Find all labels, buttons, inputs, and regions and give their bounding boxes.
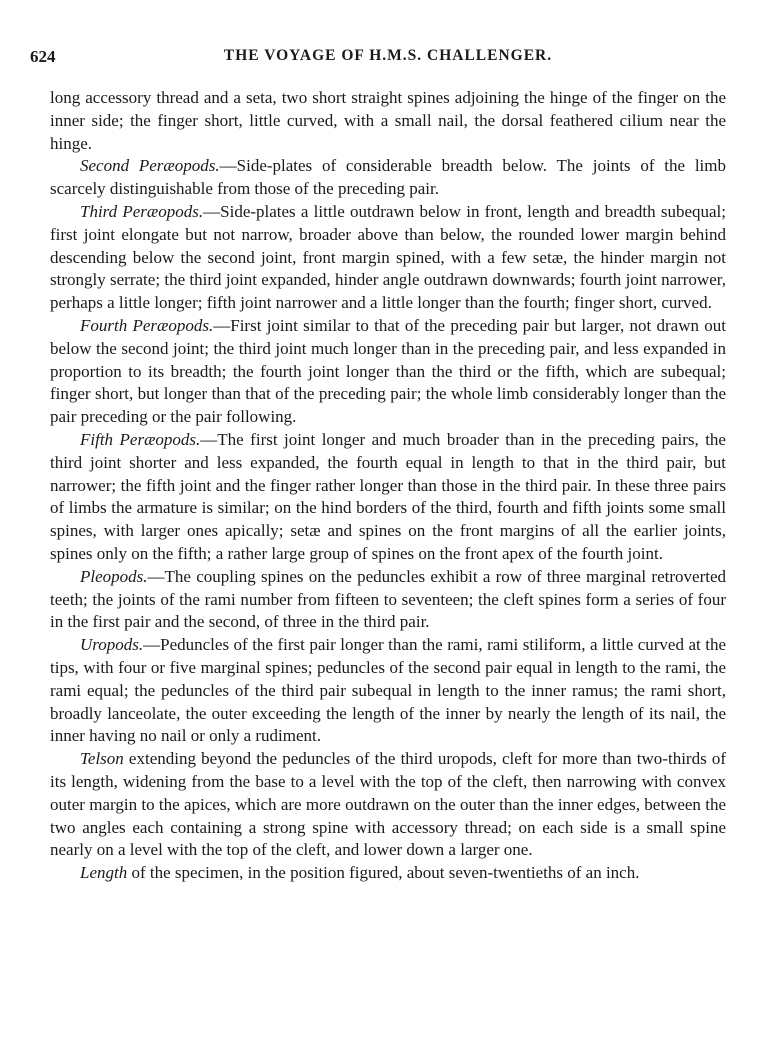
paragraph-fifth-peraeopods (50, 429, 726, 566)
paragraph-third-peraeopods (50, 201, 726, 315)
paragraph-text: long accessory thread and a seta, two short straight spines adjoining the hinge of the finger on the inner side; the finger short, little curved, with a small nail, the dorsal feathered cilium near the hinge. (50, 88, 726, 153)
section-lead: Fifth Peræopods. (80, 429, 201, 449)
running-title: THE VOYAGE OF H.M.S. CHALLENGER. (223, 47, 553, 64)
paragraph-pleopods (50, 566, 726, 634)
paragraph-fourth-peraeopods (50, 315, 726, 429)
paragraph-uropods (50, 634, 726, 748)
paragraph-second-peraeopods (50, 155, 726, 201)
section-lead: Pleopods. (80, 566, 148, 586)
paragraph-text: extending beyond the peduncles of the third uropods, cleft for more than two-thirds of its length, widening from the base to a level with the top of the cleft, then narrowing with convex outer margin to the apices, which are more outdrawn on the outer than the inner edges, between the two angles each containing a strong spine with accessory thread; on each side is a small spine nearly on a level with the top of the cleft, and lower down a larger one. (50, 749, 726, 860)
paragraph-text: —Side-plates a little outdrawn below in front, length and breadth subequal; first joint elongate but not narrow, broader above than below, the rounded lower margin behind descending below the second joint, front margin spined, with a few setæ, the hinder margin not strongly serrate; the third joint expanded, hinder angle outdrawn downwards; fourth joint narrower, perhaps a little longer; fifth joint narrower and a little longer than the fourth; finger short, curved. (50, 201, 726, 313)
section-lead: Third Peræopods. (80, 201, 204, 221)
paragraph-text: —Side-plates of considerable breadth below. The joints of the limb scarcely distinguishable from those of the preceding pair. (50, 156, 727, 199)
section-lead: Fourth Peræopods. (80, 315, 214, 335)
paragraph-text: —The coupling spines on the peduncles exhibit a row of three marginal retroverted teeth; the joints of the rami number from fifteen to seventeen; the cleft spines form a series of four in the first pair and the second, of three in the third pair. (50, 566, 726, 632)
paragraph-length (50, 862, 726, 885)
paragraph-text: —The first joint longer and much broader than in the preceding pairs, the third joint shorter and less expanded, the fourth equal in length to that in the third pair, but narrower; the fifth joint and the finger rather longer than those in the third pair. In these three pairs of limbs the armature is similar; on the hind borders of the third, fourth and fifth joints some small spines, with larger ones apically; setæ and spines on the front margins of all the earlier joints, spines only on the fifth; a rather large group of spines on the front apex of the fourth joint. (50, 429, 726, 563)
section-lead: Length (80, 863, 128, 883)
paragraph-text: —First joint similar to that of the preceding pair but larger, not drawn out below the second joint; the third joint much longer than in the preceding pair, and less expanded in proportion to its breadth; the fourth joint longer than the third or the fifth, which are subequal; finger short, but longer than that of the preceding pair; the whole limb considerably longer than the pair preceding or the pair following. (50, 315, 726, 427)
paragraph-continuation (50, 87, 726, 155)
section-lead: Uropods. (80, 635, 144, 655)
paragraph-text: of the specimen, in the position figured, about seven-twentieths of an inch. (127, 863, 640, 883)
page-number: 624 (30, 47, 56, 66)
body-text (50, 87, 726, 885)
page-header (0, 47, 776, 71)
section-lead: Second Peræopods. (80, 156, 220, 176)
paragraph-text: —Peduncles of the first pair longer than the rami, rami stiliform, a little curved at the tips, with four or five marginal spines; peduncles of the second pair equal in length to the rami, the rami equal; the peduncles of the third pair subequal in length to the inner ramus; the rami short, broadly lanceolate, the outer exceeding the length of the inner by nearly the length of its nail, the inner having no nail or only a rudiment. (50, 635, 726, 746)
paragraph-telson (50, 748, 726, 862)
section-lead: Telson (80, 749, 124, 769)
